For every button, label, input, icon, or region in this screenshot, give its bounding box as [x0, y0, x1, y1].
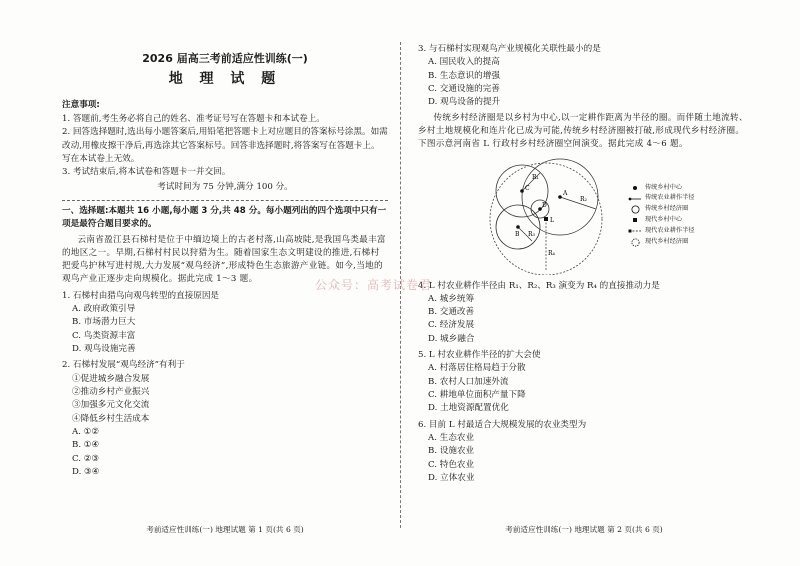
option: B. 农村人口加速外流 — [428, 376, 509, 387]
traditional-center-icon — [628, 184, 642, 192]
label-b: B — [515, 230, 520, 238]
label-r3: R₃ — [528, 230, 535, 238]
legend-item — [628, 183, 695, 194]
statement: ①促进城乡融合发展 — [72, 373, 150, 384]
label-d: D — [542, 201, 547, 209]
passage-shiti-village: 云南省盈江县石梯村是位于中缅边境上的古老村落,山高坡陡,是我国鸟类最丰富的地区之一。早期,石梯村村民以狩猎为生。随着国家生态文明建设的推进,石梯村把爱鸟护林写进村规,大力发展“观鸟经济”,形成特色生态旅游产业链。如今,当地的观鸟产业正逐步走向规模化。据此完成 1～3 题。 — [62, 234, 386, 285]
option: C. ②③ — [72, 453, 100, 464]
question-2 — [62, 359, 388, 479]
question-4 — [418, 280, 750, 347]
modern-circle-icon — [628, 238, 642, 247]
question-3 — [418, 43, 750, 110]
statement: ④降低乡村生活成本 — [72, 413, 150, 424]
statement: ③加强多元文化交流 — [72, 400, 150, 411]
option: D. 土地资源配置优化 — [428, 403, 509, 414]
page-2 — [418, 40, 750, 485]
legend-item — [628, 204, 695, 215]
economic-circle-figure — [418, 155, 750, 277]
option: A. 国民收入的提高 — [428, 57, 500, 68]
option: C. 特色农业 — [428, 459, 475, 470]
passage-rural-economic-circle: 传统乡村经济圈是以乡村为中心,以一定耕作距离为半径的圈。而伴随土地流转、乡村土地规模化和连片化已成为可能,传统乡村经济圈被打破,形成现代乡村经济圈。下图示意河南省 L 行政村乡村经济圈空间演变。据此完成 4～6 题。 — [418, 112, 748, 150]
label-r2: R₂ — [580, 195, 587, 203]
watermark: 公众号：高考试卷君 — [315, 278, 433, 292]
notice-item: 2. 回答选择题时,选出每小题答案后,用铅笔把答题卡上对应题目的答案标号涂黑。如需改动,用橡皮擦干净后,再选涂其它答案标号。回答非选择题时,将答案写在答题卡上。写在本试卷上无效。 — [62, 127, 388, 164]
legend-item — [628, 237, 695, 248]
statement: ②推动乡村产业振兴 — [72, 386, 150, 397]
question-stem: 1. 石梯村由猎鸟向观鸟转型的直接原因是 — [62, 290, 220, 301]
label-a: A — [563, 189, 568, 197]
legend-item — [628, 215, 695, 226]
option: B. 市场潜力巨大 — [72, 317, 136, 328]
modern-center-icon — [628, 216, 642, 224]
option: B. 生态意识的增强 — [428, 70, 500, 81]
legend-label: 现代农业耕作半径 — [645, 226, 695, 234]
option: B. 交通改善 — [428, 307, 475, 318]
time-note: 考试时间为 75 分钟,满分 100 分。 — [157, 181, 293, 192]
center-c — [520, 189, 524, 193]
page-2-footer: 考前适应性训练(一) 地理试题 第 2 页(共 6 页) — [505, 525, 663, 534]
traditional-circle-icon — [628, 205, 642, 214]
legend-label: 传统乡村中心 — [645, 183, 683, 191]
legend-item — [628, 226, 695, 237]
center-l — [544, 217, 548, 221]
notice-item: 1. 答题前,考生务必将自己的姓名、准考证号写在答题卡和本试卷上。 — [62, 114, 325, 125]
option: A. 生态农业 — [428, 432, 475, 443]
legend-label: 传统农业耕作半径 — [645, 194, 695, 202]
question-1 — [62, 290, 388, 357]
page-1-footer: 考前适应性训练(一) 地理试题 第 1 页(共 6 页) — [146, 525, 304, 534]
option: C. 经济发展 — [428, 320, 475, 331]
question-stem: 5. L 村农业耕作半径的扩大会使 — [418, 350, 541, 361]
option: B. 设施农业 — [428, 446, 475, 457]
option: A. 政府政策引导 — [72, 304, 136, 315]
notice-block — [62, 99, 388, 180]
option: D. 城乡融合 — [428, 333, 475, 344]
notice-item: 3. 考试结束后,将本试卷和答题卡一并交回。 — [62, 167, 231, 178]
center-a — [558, 195, 562, 199]
option: D. 观鸟设施完善 — [72, 344, 136, 355]
option: A. 城乡统筹 — [428, 293, 475, 304]
legend-item — [628, 193, 695, 204]
legend-label: 现代乡村中心 — [645, 216, 683, 224]
option: C. 鸟类资源丰富 — [72, 330, 136, 341]
page-1 — [62, 40, 388, 479]
option: C. 耕地单位面积产量下降 — [428, 390, 526, 400]
modern-radius-icon — [628, 228, 642, 234]
legend-label: 传统乡村经济圈 — [645, 205, 689, 213]
question-stem: 6. 目前 L 村最适合大规模发展的农业类型为 — [418, 419, 587, 430]
question-stem: 4. L 村农业耕作半径由 R₁、R₂、R₃ 演变为 R₄ 的直接推动力是 — [418, 280, 660, 291]
option: C. 交通设施的完善 — [428, 83, 500, 94]
option: B. ①④ — [72, 440, 100, 451]
exam-title: 2026 届高三考前适应性训练(一) — [142, 52, 308, 65]
center-b — [516, 225, 520, 229]
option: D. ③④ — [72, 466, 100, 477]
label-r1: R₁ — [532, 173, 539, 181]
label-l: L — [550, 216, 554, 224]
option: D. 立体农业 — [428, 472, 475, 483]
label-c: C — [525, 184, 530, 192]
label-r4: R₄ — [548, 249, 555, 257]
figure-legend — [628, 183, 695, 248]
option: A. 村落居住格局趋于分散 — [428, 363, 526, 374]
legend-label: 现代乡村经济圈 — [645, 237, 689, 245]
subject-title: 地 理 试 题 — [168, 71, 282, 88]
option: A. ①② — [72, 426, 100, 437]
radius-r2 — [560, 197, 596, 209]
question-6 — [418, 419, 750, 486]
question-5 — [418, 349, 750, 416]
traditional-radius-icon — [628, 196, 642, 202]
question-stem: 3. 与石梯村实现观鸟产业规模化关联性最小的是 — [418, 44, 601, 54]
economic-circle-diagram — [488, 157, 622, 275]
notice-heading: 注意事项: — [62, 99, 100, 110]
section-divider — [62, 200, 388, 201]
section-heading: 一、选择题:本题共 16 小题,每小题 3 分,共 48 分。每小题列出的四个选项中只有一项是最符合题目要求的。 — [62, 205, 387, 230]
option: D. 观鸟设备的提升 — [428, 97, 501, 108]
question-stem: 2. 石梯村发展“观鸟经济”有利于 — [62, 360, 185, 371]
